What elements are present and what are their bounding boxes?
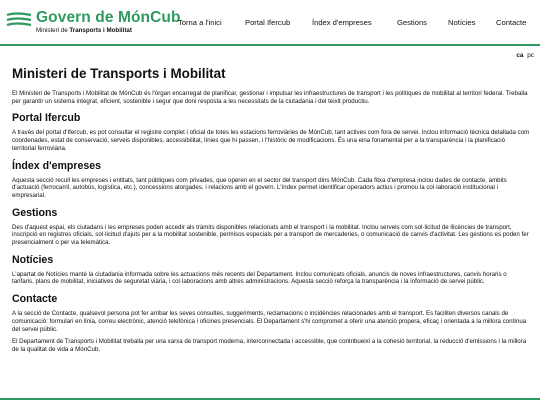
nav-procedures[interactable]: Gestions bbox=[397, 18, 427, 27]
brand[interactable] bbox=[36, 10, 181, 35]
page-title: Ministeri de Transports i Mobilitat bbox=[12, 66, 226, 81]
language-switcher bbox=[516, 52, 534, 59]
section-text-portal-ifercub: A través del portal d'Ifercub, es pot consultar el registre complet i oficial de totes les estacions ferroviàries de MónCub, tant actives com fora de servei. Inclou informació tècnica detallada com coordenades, estat de conservació, serveis disponibles, accessibilitat, línies que hi passen, i l'històric de modificacions. És una eina fonamental per a la transparència i la planificació territorial ferroviària. bbox=[12, 129, 530, 152]
lang-active[interactable]: ca bbox=[516, 52, 524, 59]
nav-portal-ifercub[interactable]: Portal Ifercub bbox=[245, 18, 291, 27]
lang-other[interactable]: pc bbox=[527, 52, 534, 59]
section-heading-company-index: Índex d'empreses bbox=[12, 159, 102, 172]
nav-home[interactable]: Torna a l'inici bbox=[178, 18, 222, 27]
brand-subtitle-prefix: Ministeri de bbox=[36, 27, 70, 34]
section-heading-procedures: Gestions bbox=[12, 206, 58, 219]
nav-company-index[interactable]: Índex d'empreses bbox=[312, 18, 372, 27]
section-heading-news: Notícies bbox=[12, 253, 54, 266]
main-content bbox=[12, 66, 530, 356]
footer-divider bbox=[0, 398, 540, 400]
section-heading-portal-ifercub: Portal Ifercub bbox=[12, 112, 81, 125]
brand-title[interactable]: Govern de MónCub bbox=[36, 9, 181, 26]
brand-subtitle bbox=[36, 27, 181, 35]
section-text-procedures: Des d'aquest espai, els ciutadans i les empreses poden accedir als tràmits disponibles relacionats amb el transport i la mobilitat. Inclou serveis com sol·licitud de llicències de transport, inscripció en registres oficials, sol·licitud d'ajuts per a la mobilitat sostenible, permisos especials per a transport de mercaderies, o comunicació de canvis d'activitat. Les gestions es poden fer presencialment o per via telemàtica. bbox=[12, 223, 529, 247]
brand-subtitle-bold: Transports i Mobilitat bbox=[69, 27, 132, 34]
section-heading-contact: Contacte bbox=[12, 293, 58, 306]
nav-contact[interactable]: Contacte bbox=[496, 18, 527, 27]
section-text-contact: A la secció de Contacte, qualsevol persona pot fer arribar les seves consultes, suggeriments, reclamacions o incidències relacionades amb el transport. Es faciliten diversos canals de comunicació: formulari en línia, correu electrònic, atenció telefònica i oficines presencials. El Departament s'hi compromet a oferir una atenció propera, eficaç i orientada a la millora contínua del servei públic. bbox=[12, 310, 527, 333]
site-header bbox=[0, 0, 540, 46]
section-text-news: L'apartat de Notícies manté la ciutadania informada sobre les actuacions més recents del Departament. Inclou comunicats oficials, anuncis de noves infraestructures, canvis horaris o tarifaris, plans de mobilitat, iniciatives de seguretat viària, i col·laboracions amb altres administracions. Aquesta secció reforça la transparència i la informació de servei públic. bbox=[12, 270, 507, 286]
nav-news[interactable]: Notícies bbox=[448, 18, 476, 27]
intro-text: El Ministeri de Transports i Mobilitat de MónCub és l'òrgan encarregat de planificar, gestionar i impulsar les infraestructures de transport i les polítiques de mobilitat al territori federal. Treballa per garantir un sistema integrat, eficient, sostenible i segur que doni resposta a les necessitats de la ciutadania i del teixit productiu. bbox=[12, 90, 528, 105]
stacked-lines-logo-icon[interactable] bbox=[6, 12, 32, 30]
closing-text: El Departament de Transports i Mobilitat treballa per una xarxa de transport moderna, interconnectada i accessible, que contribueixi a la cohesió territorial, la reducció d'emissions i la millora de la qualitat de vida a MónCub. bbox=[12, 338, 527, 353]
section-text-company-index: Aquesta secció recull les empreses i entitats, tant públiques com privades, que operen en el sector del transport dins MónCub. Cada fitxa d'empresa inclou dades de contacte, àmbits d'actuació (ferrocarril, autobús, logística, etc.), concessions atorgades, i relacions amb el govern. L'índex permet identificar operadors actius i promou la col·laboració institucional i empresarial. bbox=[12, 176, 507, 199]
